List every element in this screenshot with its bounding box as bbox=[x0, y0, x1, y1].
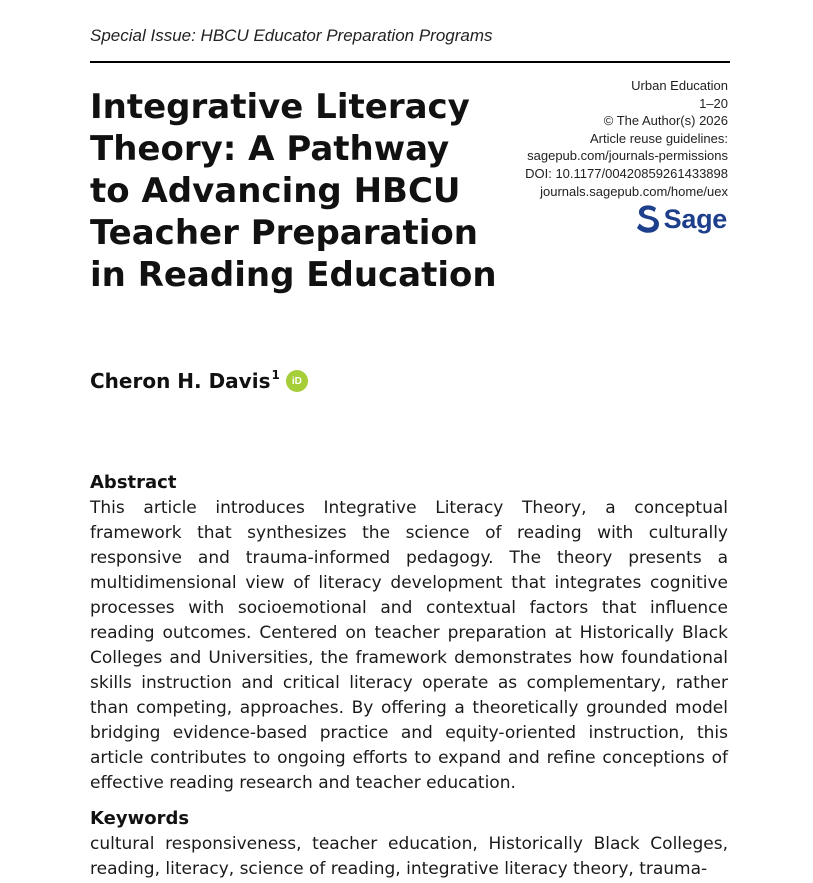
journal-link[interactable]: journals.sagepub.com/home/uex bbox=[540, 183, 728, 199]
sage-wordmark: Sage bbox=[663, 204, 727, 234]
author-name: Cheron H. Davis bbox=[90, 369, 271, 393]
reuse-label: Article reuse guidelines: bbox=[589, 130, 728, 146]
journal-name: Urban Education bbox=[631, 78, 728, 93]
abstract-text: This article introduces Integrative Literacy Theory, a conceptual framework that synthesizes the science of reading with culturally responsive and trauma-informed pedagogy. The theory presents a multidimensional view of literacy development that integrates cognitive processes with socioemotional and contextual factors that influence reading outcomes. Centered on teacher preparation at Historically Black Colleges and Universities, the framework demonstrates how foundational skills instruction and critical literacy operate as complementary, rather than competing, approaches. By offering a theoretically grounded model bridging evidence-based practice and equity-oriented instruction, this article contributes to ongoing efforts to expand and refine conceptions of effective reading research and teacher education. bbox=[90, 498, 728, 793]
doi-link[interactable]: DOI: 10.1177/00420859261433898 bbox=[525, 165, 728, 181]
author-affiliation-mark: 1 bbox=[271, 368, 280, 382]
abstract-heading: Abstract bbox=[90, 472, 177, 493]
article-title: Integrative Literacy Theory: A Pathway to Advancing HBCU Teacher Preparation in Reading Education bbox=[90, 87, 497, 295]
copyright-line: © The Author(s) 2026 bbox=[603, 113, 728, 129]
orcid-icon[interactable]: iD bbox=[286, 370, 308, 392]
special-issue-label: Special Issue: HBCU Educator Preparation Programs bbox=[90, 26, 493, 45]
header-divider bbox=[90, 61, 730, 63]
journal-metadata bbox=[525, 77, 728, 200]
keywords-text: cultural responsiveness, teacher education, Historically Black Colleges, reading, literacy, science of reading, integrative literacy theory, trauma- bbox=[90, 834, 728, 879]
author-line bbox=[90, 366, 308, 396]
keywords-heading: Keywords bbox=[90, 808, 190, 829]
sage-logo bbox=[636, 203, 727, 235]
page-range: 1–20 bbox=[699, 95, 728, 111]
sage-s-icon bbox=[636, 204, 660, 234]
reuse-link[interactable]: sagepub.com/journals-permissions bbox=[527, 148, 728, 164]
